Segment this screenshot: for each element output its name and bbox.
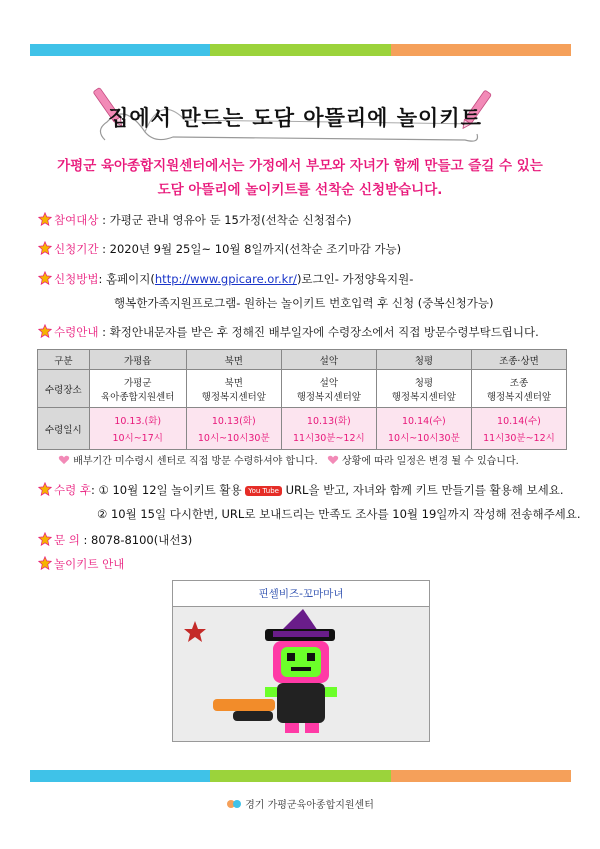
method-prefix: : 홈페이지( xyxy=(98,272,155,286)
homepage-link[interactable]: http://www.gpicare.or.kr/ xyxy=(154,272,297,286)
contact-label: 문 의 xyxy=(54,533,80,547)
table-header-cell: 북면 xyxy=(186,350,281,370)
place-cell: 설악 행정복지센터앞 xyxy=(281,370,376,408)
after-line1-a: : ① 10월 12일 놀이키트 활용 xyxy=(90,483,242,497)
period-label: 신청기간 xyxy=(54,242,99,256)
perler-bead-witch-icon xyxy=(173,607,429,741)
after-label: 수령 후 xyxy=(54,483,91,497)
method-suffix: )로그인- 가정양육지원- xyxy=(296,272,414,286)
date-row-label: 수령일시 xyxy=(38,408,90,450)
sparkle-star-icon xyxy=(38,556,52,570)
table-row-place xyxy=(38,370,567,408)
intro-line-1: 가평군 육아종합지원센터에서는 가정에서 부모와 자녀가 함께 만들고 즐길 수 있는 xyxy=(57,158,543,174)
top-color-stripe xyxy=(30,44,571,56)
date-cell: 10.14(수) 11시30분~12시 xyxy=(471,408,566,450)
date-cell: 10.13.(화) 10시~17시 xyxy=(89,408,186,450)
footer-org-name: 경기 가평군육아종합지원센터 xyxy=(245,800,374,811)
stripe-segment-orange xyxy=(391,44,571,56)
sparkle-star-icon xyxy=(38,212,52,226)
kit-photo-card xyxy=(172,580,430,742)
place-row-label: 수령장소 xyxy=(38,370,90,408)
bottom-color-stripe xyxy=(30,770,571,782)
target-label: 참여대상 xyxy=(54,213,99,227)
heart-mark-icon xyxy=(327,455,339,465)
period-value: : 2020년 9월 25일~ 10월 8일까지(선착순 조기마감 가능) xyxy=(102,242,402,256)
info-after xyxy=(38,482,564,498)
note-1: 배부기간 미수령시 센터로 직접 방문 수령하셔야 합니다. xyxy=(73,456,318,467)
table-row-date xyxy=(38,408,567,450)
table-header-row xyxy=(38,350,567,370)
footer xyxy=(0,796,600,811)
date-cell: 10.13(화) 10시~10시30분 xyxy=(186,408,281,450)
sparkle-star-icon xyxy=(38,271,52,285)
sparkle-star-icon xyxy=(38,482,52,496)
stripe-segment-blue xyxy=(30,770,210,782)
target-value: : 가평군 관내 영유아 둔 15가정(선착순 신청접수) xyxy=(102,213,352,227)
stripe-segment-orange xyxy=(391,770,571,782)
info-kit-guide xyxy=(38,556,124,572)
info-period xyxy=(38,241,401,257)
sparkle-star-icon xyxy=(38,241,52,255)
place-cell: 북면 행정복지센터앞 xyxy=(186,370,281,408)
pickup-schedule-table xyxy=(37,349,567,450)
place-cell: 가평군 육아종합지원센터 xyxy=(89,370,186,408)
table-header-cell: 설악 xyxy=(281,350,376,370)
kit-photo-title: 핀셀비즈-꼬마마녀 xyxy=(173,581,429,607)
place-cell: 청평 행정복지센터앞 xyxy=(376,370,471,408)
table-header-cell: 청평 xyxy=(376,350,471,370)
date-cell: 10.14(수) 10시~10시30분 xyxy=(376,408,471,450)
center-logo-icon xyxy=(226,797,242,811)
sparkle-star-icon xyxy=(38,324,52,338)
table-header-cell: 구분 xyxy=(38,350,90,370)
info-target xyxy=(38,212,351,228)
pickup-label: 수령안내 xyxy=(54,325,99,339)
stripe-segment-blue xyxy=(30,44,210,56)
heart-mark-icon xyxy=(58,455,70,465)
contact-value: : 8078-8100(내선3) xyxy=(83,533,193,547)
kit-guide-label: 놀이키트 안내 xyxy=(54,557,125,571)
table-header-cell: 조종·상면 xyxy=(471,350,566,370)
info-pickup xyxy=(38,324,539,340)
info-method xyxy=(38,271,413,287)
method-label: 신청방법 xyxy=(54,272,99,286)
sparkle-star-icon xyxy=(38,532,52,546)
notes-line xyxy=(58,452,519,467)
page-title: 집에서 만드는 도담 아뜰리에 놀이키트 xyxy=(108,106,482,130)
stripe-segment-green xyxy=(210,770,390,782)
title-banner xyxy=(85,82,505,152)
after-line1-b: URL을 받고, 자녀와 함께 키트 만들기를 활용해 보세요. xyxy=(285,483,564,497)
note-2: 상황에 따라 일정은 변경 될 수 있습니다. xyxy=(342,456,519,467)
place-cell: 조종 행정복지센터앞 xyxy=(471,370,566,408)
date-cell: 10.13(화) 11시30분~12시 xyxy=(281,408,376,450)
table-header-cell: 가평읍 xyxy=(89,350,186,370)
kit-photo-image xyxy=(173,607,429,741)
stripe-segment-green xyxy=(210,44,390,56)
youtube-icon: You Tube xyxy=(245,486,282,496)
after-line-2: ② 10월 15일 다시한번, URL로 보내드리는 만족도 조사를 10월 19일까지 작성해 전송해주세요. xyxy=(97,507,581,521)
pickup-value: : 확정안내문자를 받은 후 정해진 배부일자에 수령장소에서 직접 방문수령부탁드립니다. xyxy=(102,325,539,339)
method-line-2: 행복한가족지원프로그램- 원하는 놀이키트 번호입력 후 신청 (중복신청가능) xyxy=(114,296,494,310)
info-contact xyxy=(38,532,192,548)
intro-line-2: 도담 아뜰리에 놀이키트를 선착순 신청받습니다. xyxy=(157,182,443,198)
